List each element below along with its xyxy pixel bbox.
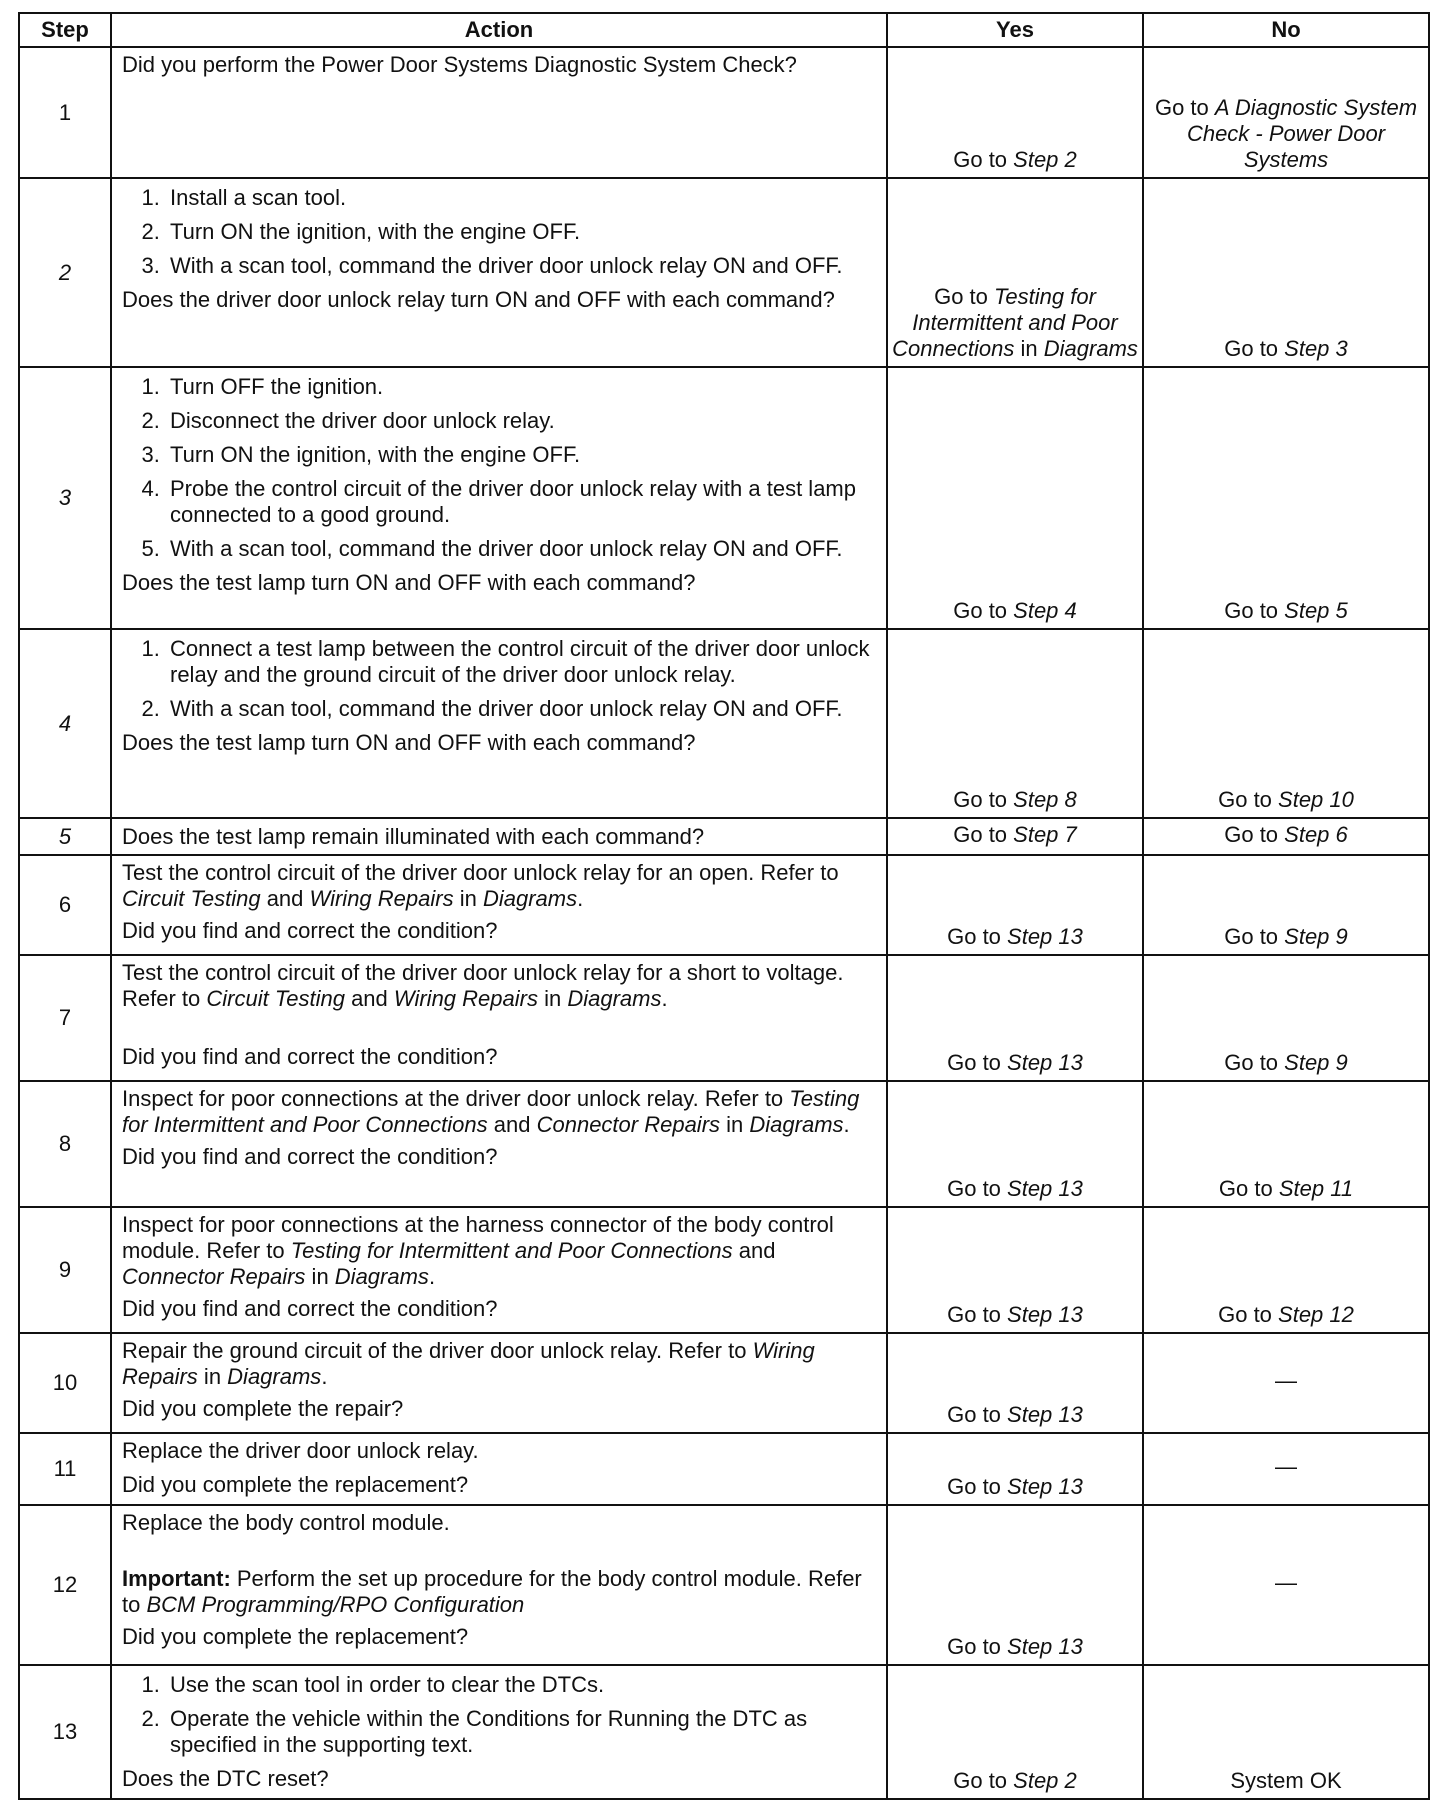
no-cell xyxy=(1143,629,1429,818)
link-wiring-repairs[interactable]: Wiring Repairs xyxy=(393,986,538,1011)
table-row-step-4 xyxy=(19,629,1429,818)
no-cell xyxy=(1143,178,1429,367)
no-cell xyxy=(1143,1665,1429,1799)
no-prefix: Go to xyxy=(1218,787,1279,812)
no-link[interactable]: Step 10 xyxy=(1278,787,1354,812)
action-cell xyxy=(111,818,887,855)
yes-prefix: Go to xyxy=(947,1302,1008,1327)
action-list xyxy=(122,636,876,722)
action-question: Does the test lamp turn ON and OFF with each command? xyxy=(122,570,696,595)
table-row-step-8 xyxy=(19,1081,1429,1207)
action-list-item: 1. Install a scan tool. xyxy=(166,185,876,211)
action-text: Replace the body control module. xyxy=(122,1510,450,1535)
action-text-part: Test the control circuit of the driver door unlock relay for a short to voltage. Refer to xyxy=(122,960,844,1011)
no-cell xyxy=(1143,1081,1429,1207)
action-list-item: 1. Connect a test lamp between the control circuit of the driver door unlock relay and the ground circuit of the driver door unlock relay. xyxy=(166,636,876,688)
action-cell xyxy=(111,178,887,367)
action-text-part: in xyxy=(720,1112,750,1137)
yes-prefix: Go to xyxy=(947,1634,1008,1659)
no-cell xyxy=(1143,1333,1429,1433)
yes-prefix: Go to xyxy=(953,147,1014,172)
step-number: 11 xyxy=(19,1433,111,1505)
action-question: Did you find and correct the condition? xyxy=(122,1044,498,1069)
step-number: 8 xyxy=(19,1081,111,1207)
table-row-step-3 xyxy=(19,367,1429,629)
yes-cell xyxy=(887,818,1143,855)
action-question: Did you find and correct the condition? xyxy=(122,1296,498,1321)
link-circuit-testing[interactable]: Circuit Testing xyxy=(122,886,261,911)
action-question: Does the test lamp remain illuminated with each command? xyxy=(122,823,705,849)
yes-prefix: Go to xyxy=(947,1050,1008,1075)
yes-cell xyxy=(887,1505,1143,1665)
no-link[interactable]: Step 9 xyxy=(1284,1050,1348,1075)
no-link[interactable]: Step 11 xyxy=(1278,1176,1354,1201)
action-text-part: . xyxy=(661,986,668,1011)
no-link[interactable]: Step 3 xyxy=(1284,336,1348,361)
action-text-part: and xyxy=(344,986,394,1011)
link-wiring-repairs[interactable]: Wiring Repairs xyxy=(309,886,454,911)
step-number: 9 xyxy=(19,1207,111,1333)
action-question: Did you perform the Power Door Systems Diagnostic System Check? xyxy=(122,52,797,77)
action-cell xyxy=(111,367,887,629)
link-diagrams[interactable]: Diagrams xyxy=(482,886,578,911)
no-prefix: Go to xyxy=(1224,821,1285,847)
no-dash: — xyxy=(1275,1454,1297,1479)
yes-link[interactable]: Step 7 xyxy=(1013,821,1077,847)
action-cell xyxy=(111,1505,887,1665)
link-wiring-repairs[interactable]: Wiring Repairs xyxy=(122,1338,815,1389)
yes-cell xyxy=(887,955,1143,1081)
no-prefix: Go to xyxy=(1218,1176,1279,1201)
important-text: Perform the set up procedure for the body control module. Refer to xyxy=(122,1566,862,1617)
action-question: Did you find and correct the condition? xyxy=(122,918,498,943)
yes-prefix: Go to xyxy=(947,1402,1008,1427)
action-list-item: 1. Turn OFF the ignition. xyxy=(166,374,876,400)
yes-link[interactable]: Step 13 xyxy=(1007,924,1083,949)
yes-cell xyxy=(887,1081,1143,1207)
yes-link[interactable]: Step 2 xyxy=(1013,147,1077,172)
step-number: 12 xyxy=(19,1505,111,1665)
action-text: Replace the driver door unlock relay. xyxy=(122,1438,479,1463)
table-row-step-10 xyxy=(19,1333,1429,1433)
no-link[interactable]: Step 5 xyxy=(1284,598,1348,623)
link-diagrams[interactable]: Diagrams xyxy=(334,1264,429,1289)
action-text-part: . xyxy=(321,1364,328,1389)
link-diagrams[interactable]: Diagrams xyxy=(567,986,662,1011)
table-row-step-5 xyxy=(19,818,1429,855)
link-bcm-programming[interactable]: BCM Programming/RPO Configuration xyxy=(146,1592,525,1617)
step-number: 6 xyxy=(19,855,111,955)
yes-prefix: Go to xyxy=(953,598,1014,623)
action-text xyxy=(122,860,876,912)
action-list-item: 5. With a scan tool, command the driver door unlock relay ON and OFF. xyxy=(166,536,876,562)
diagnostic-table xyxy=(18,12,1430,1800)
yes-link[interactable]: Step 4 xyxy=(1013,598,1077,623)
yes-cell xyxy=(887,367,1143,629)
yes-link[interactable]: Step 13 xyxy=(1007,1050,1083,1075)
important-note xyxy=(122,1566,876,1618)
step-number: 3 xyxy=(19,367,111,629)
no-link[interactable]: Step 6 xyxy=(1284,821,1348,847)
yes-cell xyxy=(887,629,1143,818)
action-list-item: 2. Operate the vehicle within the Conditions for Running the DTC as specified in the supporting text. xyxy=(166,1706,876,1758)
yes-prefix: Go to xyxy=(953,821,1014,847)
action-question: Did you find and correct the condition? xyxy=(122,1144,498,1169)
no-prefix: Go to xyxy=(1224,336,1285,361)
no-cell xyxy=(1143,855,1429,955)
no-cell xyxy=(1143,818,1429,855)
yes-link-diagrams[interactable]: Diagrams xyxy=(1043,336,1138,361)
link-diagrams[interactable]: Diagrams xyxy=(749,1112,844,1137)
action-question: Does the test lamp turn ON and OFF with each command? xyxy=(122,730,696,755)
table-row-step-6 xyxy=(19,855,1429,955)
yes-prefix: Go to xyxy=(947,1474,1008,1499)
no-cell xyxy=(1143,1505,1429,1665)
action-text-part: and xyxy=(260,886,310,911)
action-text xyxy=(122,1338,876,1390)
action-list-item: 2. With a scan tool, command the driver door unlock relay ON and OFF. xyxy=(166,696,876,722)
header-yes: Yes xyxy=(887,13,1143,47)
no-prefix: Go to xyxy=(1224,924,1285,949)
action-cell xyxy=(111,1081,887,1207)
action-text-part: . xyxy=(843,1112,850,1137)
action-text-part: and xyxy=(732,1238,776,1263)
link-connector-repairs[interactable]: Connector Repairs xyxy=(122,1264,306,1289)
header-row xyxy=(19,13,1429,47)
action-list-item: 2. Turn ON the ignition, with the engine OFF. xyxy=(166,219,876,245)
link-circuit-testing[interactable]: Circuit Testing xyxy=(206,986,345,1011)
yes-prefix: Go to xyxy=(947,924,1008,949)
action-cell xyxy=(111,629,887,818)
table-row-step-7 xyxy=(19,955,1429,1081)
link-diagrams[interactable]: Diagrams xyxy=(227,1364,322,1389)
no-cell xyxy=(1143,47,1429,178)
yes-link[interactable]: Step 8 xyxy=(1013,787,1077,812)
yes-cell xyxy=(887,1665,1143,1799)
step-number: 13 xyxy=(19,1665,111,1799)
no-link[interactable]: Step 9 xyxy=(1284,924,1348,949)
yes-prefix: Go to xyxy=(953,1768,1014,1793)
action-cell xyxy=(111,1665,887,1799)
action-cell xyxy=(111,1333,887,1433)
no-cell xyxy=(1143,955,1429,1081)
yes-prefix: Go to xyxy=(953,787,1014,812)
step-number: 5 xyxy=(19,818,111,855)
action-list xyxy=(122,374,876,562)
step-number: 2 xyxy=(19,178,111,367)
no-dash: — xyxy=(1275,1570,1297,1595)
action-cell xyxy=(111,47,887,178)
yes-cell xyxy=(887,1207,1143,1333)
link-testing-intermittent[interactable]: Testing for Intermittent and Poor Connections xyxy=(290,1238,733,1263)
action-cell xyxy=(111,1433,887,1505)
action-text-part: in xyxy=(305,1264,335,1289)
table-row-step-1 xyxy=(19,47,1429,178)
spacer xyxy=(122,1536,876,1562)
action-cell xyxy=(111,855,887,955)
header-step: Step xyxy=(19,13,111,47)
header-action: Action xyxy=(111,13,887,47)
action-text xyxy=(122,960,876,1012)
action-list xyxy=(122,185,876,279)
step-number: 4 xyxy=(19,629,111,818)
step-number: 10 xyxy=(19,1333,111,1433)
no-cell xyxy=(1143,1433,1429,1505)
yes-prefix: Go to xyxy=(947,1176,1008,1201)
action-text-part: Inspect for poor connections at the driver door unlock relay. Refer to xyxy=(122,1086,790,1111)
step-number: 1 xyxy=(19,47,111,178)
action-question: Did you complete the repair? xyxy=(122,1396,404,1421)
action-text-part: in xyxy=(197,1364,228,1389)
action-text xyxy=(122,1212,876,1290)
yes-cell xyxy=(887,1333,1143,1433)
no-prefix: Go to xyxy=(1224,598,1285,623)
yes-cell xyxy=(887,855,1143,955)
no-prefix: Go to xyxy=(1154,95,1215,120)
link-connector-repairs[interactable]: Connector Repairs xyxy=(536,1112,721,1137)
action-question: Does the driver door unlock relay turn ON and OFF with each command? xyxy=(122,287,835,312)
yes-link[interactable]: Testing for Intermittent and Poor Connections xyxy=(892,284,1118,361)
action-question: Does the DTC reset? xyxy=(122,1766,329,1791)
action-text-part: in xyxy=(453,886,483,911)
yes-cell xyxy=(887,1433,1143,1505)
action-text xyxy=(122,1086,876,1138)
no-result: System OK xyxy=(1230,1768,1342,1793)
table-row-step-13 xyxy=(19,1665,1429,1799)
no-dash: — xyxy=(1275,1368,1297,1393)
no-cell xyxy=(1143,1207,1429,1333)
no-link[interactable]: A Diagnostic System Check - Power Door Systems xyxy=(1186,95,1418,172)
yes-prefix: Go to xyxy=(934,284,994,309)
action-text-part: . xyxy=(577,886,584,911)
action-text-part: Test the control circuit of the driver door unlock relay for an open. Refer to xyxy=(122,860,839,885)
yes-cell xyxy=(887,47,1143,178)
yes-link[interactable]: Step 13 xyxy=(1007,1634,1083,1659)
action-text-part: . xyxy=(428,1264,436,1289)
action-text-part: in xyxy=(537,986,568,1011)
yes-link[interactable]: Step 2 xyxy=(1013,1768,1077,1793)
table-row-step-11 xyxy=(19,1433,1429,1505)
yes-link[interactable]: Step 13 xyxy=(1007,1474,1083,1499)
table-row-step-2 xyxy=(19,178,1429,367)
no-cell xyxy=(1143,367,1429,629)
action-text-part: Repair the ground circuit of the driver door unlock relay. Refer to xyxy=(122,1338,753,1363)
no-link[interactable]: Step 12 xyxy=(1278,1302,1354,1327)
action-cell xyxy=(111,955,887,1081)
link-testing-intermittent[interactable]: Testing for Intermittent and Poor Connections xyxy=(122,1086,860,1137)
yes-link[interactable]: Step 13 xyxy=(1007,1302,1083,1327)
action-cell xyxy=(111,1207,887,1333)
yes-cell xyxy=(887,178,1143,367)
yes-link[interactable]: Step 13 xyxy=(1007,1402,1083,1427)
action-list-item: 3. Turn ON the ignition, with the engine OFF. xyxy=(166,442,876,468)
important-label: Important: xyxy=(122,1566,231,1591)
table-row-step-12 xyxy=(19,1505,1429,1665)
action-list-item: 2. Disconnect the driver door unlock relay. xyxy=(166,408,876,434)
action-text-part: and xyxy=(487,1112,537,1137)
action-question: Did you complete the replacement? xyxy=(122,1624,469,1649)
no-prefix: Go to xyxy=(1224,1050,1285,1075)
action-list-item: 4. Probe the control circuit of the driver door unlock relay with a test lamp connected to a good ground. xyxy=(166,476,876,528)
no-prefix: Go to xyxy=(1218,1302,1279,1327)
step-number: 7 xyxy=(19,955,111,1081)
action-question: Did you complete the replacement? xyxy=(122,1472,469,1497)
action-list-item: 1. Use the scan tool in order to clear the DTCs. xyxy=(166,1672,876,1698)
yes-mid: in xyxy=(1014,336,1044,361)
table-row-step-9 xyxy=(19,1207,1429,1333)
header-no: No xyxy=(1143,13,1429,47)
action-list-item: 3. With a scan tool, command the driver door unlock relay ON and OFF. xyxy=(166,253,876,279)
yes-link[interactable]: Step 13 xyxy=(1007,1176,1083,1201)
action-list xyxy=(122,1672,876,1758)
action-text-part: Inspect for poor connections at the harness connector of the body control module. Refer to xyxy=(122,1212,834,1263)
